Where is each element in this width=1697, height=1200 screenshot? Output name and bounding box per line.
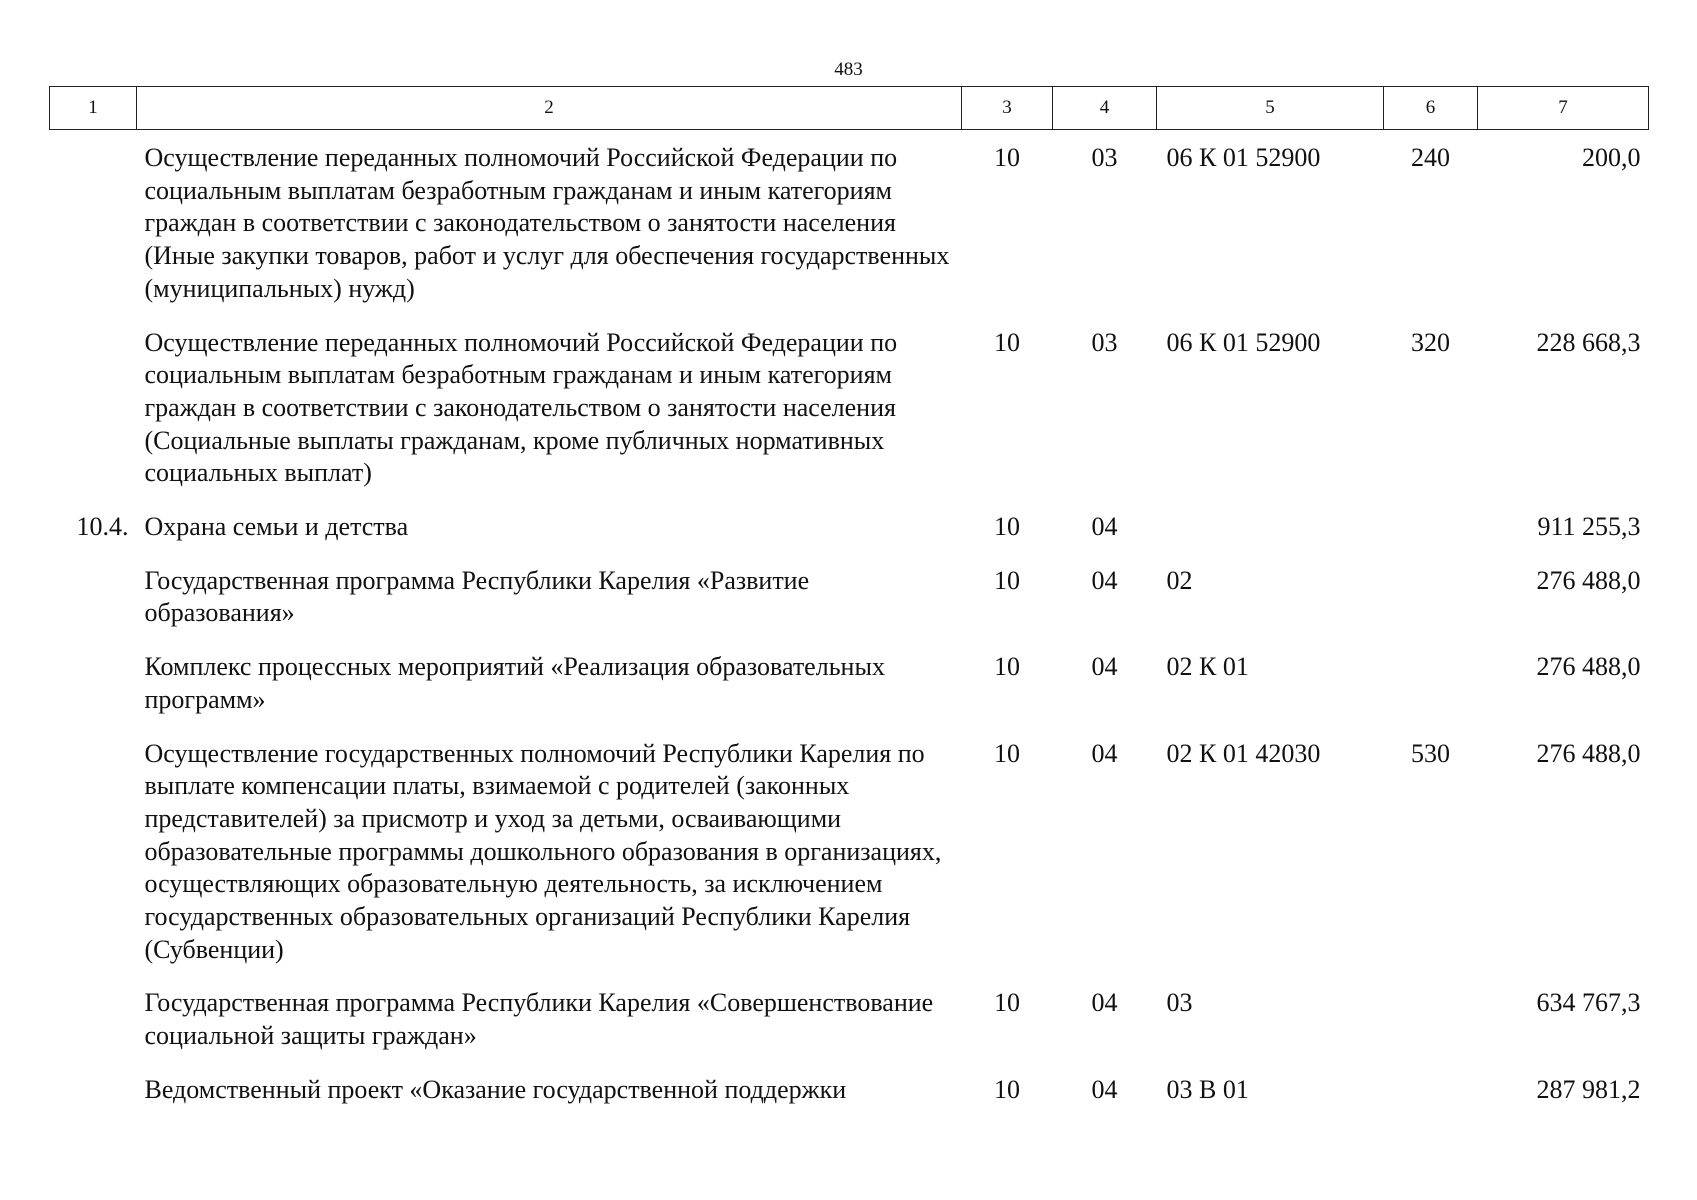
row-section: 10 bbox=[994, 738, 1020, 768]
row-expense-type: 240 bbox=[1411, 143, 1450, 172]
row-target-code: 02 К 01 bbox=[1166, 652, 1249, 682]
page-number: 483 bbox=[834, 59, 863, 80]
header-col-4: 4 bbox=[1053, 87, 1157, 130]
row-expense-type bbox=[1384, 1062, 1478, 1116]
row-section: 10 bbox=[994, 327, 1020, 357]
header-col-3: 3 bbox=[962, 87, 1053, 130]
row-number bbox=[50, 130, 137, 315]
row-number bbox=[50, 639, 137, 725]
table-row bbox=[50, 639, 1649, 725]
row-name: Осуществление переданных полномочий Российской Федерации по социальным выплатам безработным гражданам и иным категориям граждан в соответствии с законодательством о занятости населения (Иные закупки товаров, работ и услуг для обеспечения государственных (муниципальных) нужд) bbox=[144, 143, 950, 303]
row-section: 10 bbox=[994, 143, 1020, 172]
row-subsection: 04 bbox=[1091, 988, 1118, 1018]
row-amount: 228 668,3 bbox=[1536, 327, 1641, 357]
table-body bbox=[50, 130, 1649, 1116]
row-amount: 911 255,3 bbox=[1537, 512, 1641, 542]
row-subsection: 03 bbox=[1091, 143, 1118, 172]
table-header bbox=[50, 87, 1649, 130]
header-col-6: 6 bbox=[1384, 87, 1478, 130]
row-section: 10 bbox=[994, 652, 1020, 682]
row-amount: 276 488,0 bbox=[1536, 738, 1641, 768]
row-number bbox=[50, 726, 137, 976]
table-row bbox=[50, 499, 1649, 553]
row-section: 10 bbox=[994, 1074, 1020, 1104]
table-row bbox=[50, 726, 1649, 976]
row-amount: 287 981,2 bbox=[1536, 1074, 1641, 1104]
table-row bbox=[50, 315, 1649, 500]
row-subsection: 04 bbox=[1091, 738, 1118, 768]
row-name: Государственная программа Республики Карелия «Совершенствование социальной защиты граждан» bbox=[144, 988, 934, 1051]
header-col-2: 2 bbox=[137, 87, 962, 130]
table-row bbox=[50, 975, 1649, 1061]
header-col-1: 1 bbox=[50, 87, 137, 130]
row-subsection: 03 bbox=[1091, 327, 1118, 357]
row-name: Комплекс процессных мероприятий «Реализация образовательных программ» bbox=[144, 652, 885, 714]
row-section: 10 bbox=[994, 512, 1020, 542]
row-section: 10 bbox=[994, 565, 1020, 595]
row-target-code: 02 К 01 42030 bbox=[1166, 738, 1321, 768]
row-expense-type bbox=[1384, 639, 1478, 725]
row-name: Ведомственный проект «Оказание государственной поддержки bbox=[144, 1074, 847, 1104]
row-number: 10.4. bbox=[76, 512, 129, 542]
row-target-code: 03 В 01 bbox=[1166, 1074, 1249, 1104]
row-amount: 276 488,0 bbox=[1536, 565, 1641, 595]
row-expense-type: 530 bbox=[1411, 738, 1450, 768]
table-row bbox=[50, 553, 1649, 639]
table-row bbox=[50, 130, 1649, 315]
header-col-5: 5 bbox=[1157, 87, 1384, 130]
row-amount: 276 488,0 bbox=[1536, 652, 1641, 682]
row-number bbox=[50, 553, 137, 639]
row-name: Осуществление государственных полномочий Республики Карелия по выплате компенсации платы, взимаемой с родителей (законных представителей) за присмотр и уход за детьми, осваивающими образовательные программы дошкольного образования в организациях, осуществляющих образовательную деятельность, за исключением государственных образовательных организаций Республики Карелия (Субвенции) bbox=[144, 738, 942, 964]
budget-table bbox=[49, 86, 1649, 1116]
header-row bbox=[50, 87, 1649, 130]
row-subsection: 04 bbox=[1091, 565, 1118, 595]
row-expense-type bbox=[1384, 499, 1478, 553]
header-col-7: 7 bbox=[1478, 87, 1649, 130]
row-number bbox=[50, 975, 137, 1061]
row-subsection: 04 bbox=[1091, 512, 1118, 542]
row-amount: 200,0 bbox=[1582, 143, 1641, 172]
row-expense-type bbox=[1384, 553, 1478, 639]
row-subsection: 04 bbox=[1091, 652, 1118, 682]
row-number bbox=[50, 315, 137, 500]
row-expense-type: 320 bbox=[1411, 327, 1450, 357]
table-row bbox=[50, 1062, 1649, 1116]
row-expense-type bbox=[1384, 975, 1478, 1061]
row-name: Государственная программа Республики Карелия «Развитие образования» bbox=[144, 565, 810, 628]
row-name: Осуществление переданных полномочий Российской Федерации по социальным выплатам безработным гражданам и иным категориям граждан в соответствии с законодательством о занятости населения (Социальные выплаты гражданам, кроме публичных нормативных социальных выплат) bbox=[144, 327, 898, 488]
row-amount: 634 767,3 bbox=[1536, 988, 1641, 1018]
row-target-code: 03 bbox=[1166, 988, 1193, 1018]
row-target-code: 06 К 01 52900 bbox=[1166, 143, 1321, 172]
row-target-code: 06 К 01 52900 bbox=[1166, 327, 1321, 357]
row-section: 10 bbox=[994, 988, 1020, 1018]
row-target-code: 02 bbox=[1166, 565, 1193, 595]
row-number bbox=[50, 1062, 137, 1116]
row-name: Охрана семьи и детства bbox=[144, 512, 409, 542]
row-target-code bbox=[1157, 499, 1384, 553]
row-subsection: 04 bbox=[1091, 1074, 1118, 1104]
